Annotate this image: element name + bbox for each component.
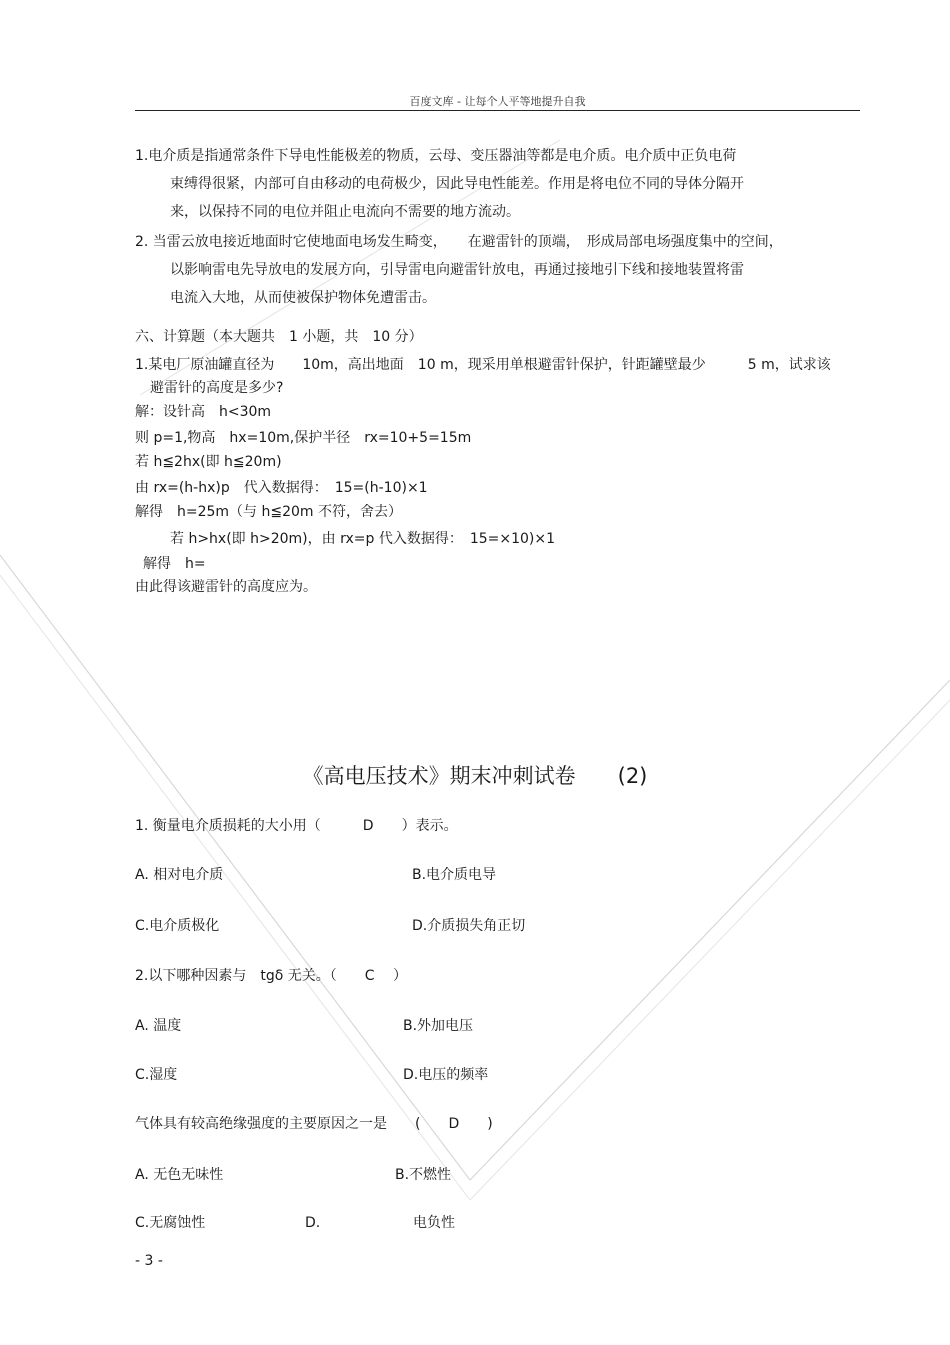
page-header: 百度文库 - 让每个人平等地提升自我 <box>409 95 586 108</box>
answer-2-line-1: 2. 当雷云放电接近地面时它使地面电场发生畸变， 在避雷针的顶端， 形成局部电场强度集中的空间， <box>135 234 783 250</box>
question-1-option-d: D.介质损失角正切 <box>412 918 526 934</box>
calc-heading: 六、计算题（本大题共 1 小题，共 10 分） <box>135 329 423 345</box>
exam-title: 《高电压技术》期末冲刺试卷 (2) <box>302 764 648 788</box>
question-2-option-c: C.湿度 <box>135 1067 178 1083</box>
calc-step-7: 解得 h= <box>143 556 206 572</box>
calc-step-5: 解得 h=25m（与 h≦20m 不符，舍去） <box>135 504 403 520</box>
question-3-option-a: A. 无色无味性 <box>135 1167 224 1183</box>
question-3-option-c: C.无腐蚀性 <box>135 1215 206 1231</box>
calc-step-1: 解：设针高 h<30m <box>135 404 272 420</box>
question-2-option-a: A. 温度 <box>135 1018 182 1034</box>
calc-step-2: 则 p=1,物高 hx=10m,保护半径 rx=10+5=15m <box>135 430 472 446</box>
answer-1-line-1: 1.电介质是指通常条件下导电性能极差的物质，云母、变压器油等都是电介质。电介质中正负电荷 <box>135 148 737 164</box>
calc-step-6: 若 h>hx(即 h>20m)，由 rx=p 代入数据得： 15=×10)×1 <box>170 531 556 547</box>
answer-1-line-3: 来，以保持不同的电位并阻止电流向不需要的地方流动。 <box>170 204 520 220</box>
answer-2-line-3: 电流入大地，从而使被保护物体免遭雷击。 <box>170 290 436 306</box>
question-3-option-b: B.不燃性 <box>395 1167 452 1183</box>
calc-question-line-2: 避雷针的高度是多少? <box>150 380 284 396</box>
question-3-option-d-text: 电负性 <box>413 1215 455 1231</box>
question-1: 1. 衡量电介质损耗的大小用（ D ）表示。 <box>135 818 458 834</box>
question-1-option-c: C.电介质极化 <box>135 918 220 934</box>
question-3: 气体具有较高绝缘强度的主要原因之一是 ( D ) <box>135 1116 493 1132</box>
answer-1-line-2: 束缚得很紧，内部可自由移动的电荷极少，因此导电性能差。作用是将电位不同的导体分隔开 <box>170 176 744 192</box>
question-3-option-d: D. <box>305 1215 321 1231</box>
question-2: 2.以下哪种因素与 tgδ 无关。（ C ） <box>135 968 407 984</box>
calc-question-line-1: 1.某电厂原油罐直径为 10m，高出地面 10 m，现采用单根避雷针保护，针距罐壁最少 5 m，试求该 <box>135 357 831 373</box>
question-1-option-a: A. 相对电介质 <box>135 867 224 883</box>
question-2-option-d: D.电压的频率 <box>403 1067 489 1083</box>
header-rule <box>135 110 860 111</box>
calc-conclusion: 由此得该避雷针的高度应为。 <box>135 579 317 595</box>
page-number: - 3 - <box>135 1253 163 1269</box>
calc-step-3: 若 h≦2hx(即 h≦20m) <box>135 454 282 470</box>
calc-step-4: 由 rx=(h-hx)p 代入数据得： 15=(h-10)×1 <box>135 480 428 496</box>
question-1-option-b: B.电介质电导 <box>412 867 497 883</box>
answer-2-line-2: 以影响雷电先导放电的发展方向，引导雷电向避雷针放电，再通过接地引下线和接地装置将雷 <box>170 262 744 278</box>
question-2-option-b: B.外加电压 <box>403 1018 474 1034</box>
